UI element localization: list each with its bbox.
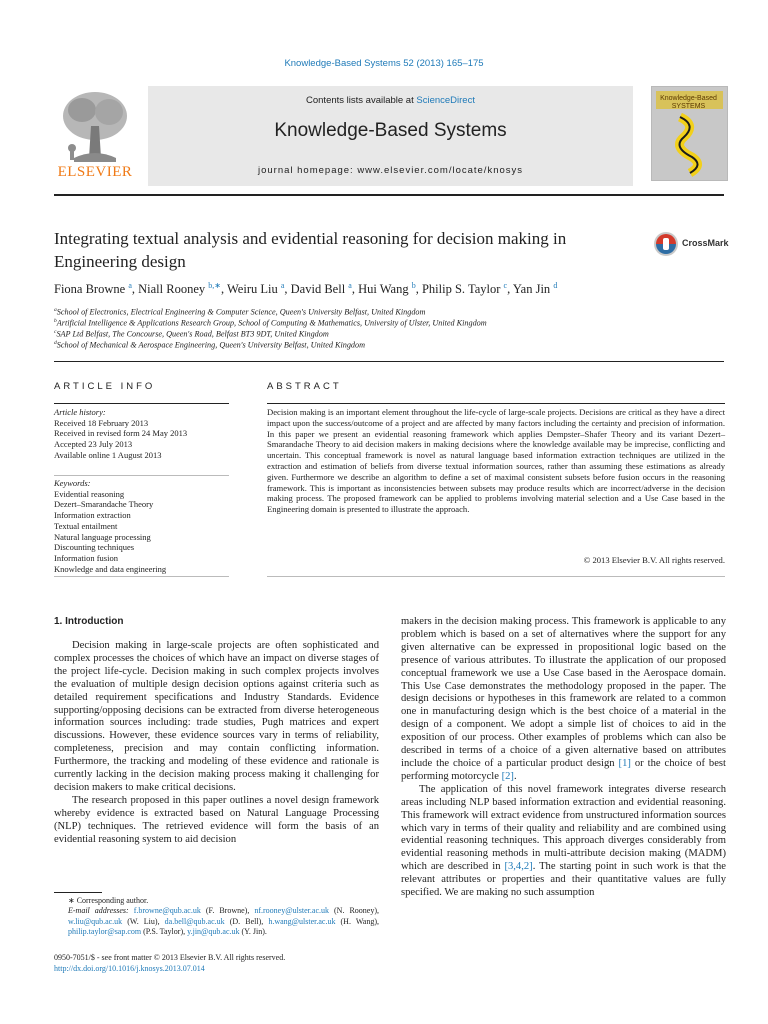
article-info-bottom-rule [54,576,229,577]
keywords-heading: Keywords: [54,478,91,488]
email-label: E-mail addresses: [68,906,129,916]
keywords-rule [54,475,229,476]
section-heading-introduction: 1. Introduction [54,616,124,627]
email-addresses [54,906,379,937]
author-affil-marker[interactable]: b [411,281,416,290]
journal-reference-link[interactable]: Knowledge-Based Systems 52 (2013) 165–175 [284,58,484,69]
affiliation-c [54,329,734,339]
author[interactable] [138,282,227,296]
elsevier-wordmark: ELSEVIER [57,164,133,180]
affiliation-marker: c [54,329,57,335]
citation-link[interactable]: [1] [618,757,631,769]
corresponding-author-note [54,896,379,906]
sciencedirect-link[interactable]: ScienceDirect [416,95,475,106]
front-matter-info [54,952,394,974]
doi-link[interactable]: http://dx.doi.org/10.1016/j.knosys.2013.07.014 [54,964,205,973]
email-link[interactable]: y.jin@qub.ac.uk [187,927,240,937]
body-column-left [54,640,379,847]
email-owner: (F. Browne), [200,906,255,916]
footnote-marker: ∗ [68,896,75,905]
affiliation-text: SAP Ltd Belfast, The Concourse, Queen's Road, Belfast BT3 9DT, United Kingdom [56,329,329,339]
history-item: Received 18 February 2013 [54,417,149,428]
abstract-bottom-rule [267,576,725,577]
affiliation-text: Artificial Intelligence & Applications Research Group, School of Computing & Mathematics, University of Ulster, United Kingdom [56,318,487,328]
email-owner: (Y. Jin). [239,927,267,937]
intro-paragraph [401,784,726,900]
citation-link[interactable]: [3,4,2] [504,861,533,873]
author[interactable] [513,282,557,296]
paragraph-text: . The starting point in such work is that the relevant attributes or properties and their quantitative values are fully specified. We are making no such assumption [401,861,726,899]
cover-title: Knowledge-Based SYSTEMS [660,95,717,110]
author-separator: , [507,282,513,297]
author-affil-marker[interactable]: a [348,281,352,290]
paragraph-text: . [513,770,517,782]
intro-paragraph [401,616,726,784]
article-history [54,407,234,461]
journal-homepage-link[interactable]: journal homepage: www.elsevier.com/locate/knosys [257,165,524,176]
email-link[interactable]: da.bell@qub.ac.uk [164,916,225,926]
keyword-item: Textual entailment [54,520,118,531]
affiliation-marker: b [54,318,57,324]
author-affil-marker[interactable]: d [553,281,558,290]
history-item: Available online 1 August 2013 [54,449,162,460]
author-list [54,281,734,297]
author-name[interactable]: Philip S. Taylor [421,282,501,297]
affiliation-d [54,340,734,350]
intro-paragraph: Decision making in large-scale projects are often sophisticated and complex processes the choices of which have an impact on diverse stages of the project life-cycle. Decision making in such complex projects involves the evaluation of multiple design decision options against criteria such as detailed requirement specifications and Industry Standards. Evidence supporting/opposing decisions can be extracted from diverse heterogeneous information sources including: trade studies, Pugh matrices and expert discussions. However, these evidence sources vary in terms of reliability, completeness, precision and may contain conflicting information. Furthermore, the tracking and modeling of these evidence and rationale is currently lacking in the decision making process making it challenging for decision makers to make critical decisions. [54,640,379,793]
email-owner: (D. Bell), [224,916,269,926]
author-name[interactable]: David Bell [290,282,346,297]
abstract-heading: ABSTRACT [267,381,342,392]
author-separator: , [415,282,422,297]
author-separator: , [220,282,227,297]
author-name[interactable]: Yan Jin [512,282,551,297]
author[interactable] [227,282,291,296]
author-name[interactable]: Niall Rooney [138,282,206,297]
author-name[interactable]: Weiru Liu [227,282,278,297]
body-column-right [401,616,726,900]
paragraph-text: The application of this novel framework integrates diverse research areas including NLP based information extraction and evidential reasoning. This framework will extract evidence from unstructured information sources which vary in terms of their quality and reliability and are combined using evidential reasoning techniques. This approach diverges considerably from evidential reasoning methods in multi-attribute decision making (MADM) which are described in [401,783,726,873]
header-rule [54,194,724,196]
email-owner: (P.S. Taylor), [141,927,188,937]
keyword-item: Dezert–Smarandache Theory [54,499,154,510]
keyword-item: Information extraction [54,510,131,521]
author-separator: , [131,282,139,297]
author[interactable] [291,282,358,296]
article-info-heading: ARTICLE INFO [54,381,156,392]
contents-line [148,95,633,106]
citation-link[interactable]: [2] [501,770,514,782]
keyword-item: Natural language processing [54,531,151,542]
keyword-item: Discounting techniques [54,542,135,553]
keywords [54,478,234,574]
journal-title: Knowledge-Based Systems [274,120,507,141]
footnote-text: Corresponding author. [76,896,149,905]
paper-title: Integrating textual analysis and evidential reasoning for decision making in Engineering design [54,229,567,271]
footnotes [54,896,379,938]
paragraph-text: or the choice of best performing motorcycle [401,757,726,782]
abstract-copyright: © 2013 Elsevier B.V. All rights reserved. [583,555,725,565]
history-item: Received in revised form 24 May 2013 [54,428,188,439]
history-item: Accepted 23 July 2013 [54,439,133,450]
affiliation-b [54,318,734,328]
article-info-rule [54,403,229,404]
keyword-item: Evidential reasoning [54,488,125,499]
email-link[interactable]: nf.rooney@ulster.ac.uk [254,906,330,916]
abstract-rule [267,403,725,404]
author[interactable] [358,282,422,296]
author-affil-marker[interactable]: a [280,281,285,290]
abstract-text: Decision making is an important element throughout the life-cycle of large-scale projects. Decisions are critical as they have a direct impact upon the success/outcome of a project and are affected by many factors including the certainty and precision of information. In this paper we present an evidential reasoning framework which applies Dempster–Shafer Theory and its variant Dezert–Smarandache Theory to aid decision makers in making decisions where the knowledge available may be imprecise, conflicting and uncertain. This conceptual framework is novel as natural language based information extraction techniques are utilized in the extraction and estimation of beliefs from diverse textual information sources, rather than assuming these estimations as already given. Furthermore we describe an algorithm to define a set of maximal consistent subsets before fusion occurs in the reasoning framework. This is important as inconsistencies between subsets may produce results which are incorrect/adverse in the decision making process. The proposed framework can be applied to problems involving material selection and a Use Case based in the Engineering domain is presented to illustrate the approach. [267,407,725,515]
email-owner: (H. Wang), [335,916,380,926]
author-affil-marker[interactable]: b,∗ [208,281,221,290]
affiliation-text: School of Electronics, Electrical Engineering & Computer Science, Queen's University Belfast, United Kingdom [56,307,426,317]
email-link[interactable]: h.wang@ulster.ac.uk [268,916,336,926]
crossmark-label[interactable]: CrossMark [682,238,729,248]
author-affil-marker[interactable]: c [503,281,508,290]
email-link[interactable]: f.browne@qub.ac.uk [133,906,201,916]
author[interactable] [54,282,138,296]
issn-line: 0950-7051/$ - see front matter © 2013 Elsevier B.V. All rights reserved. [54,953,286,962]
contents-prefix: Contents lists available at [306,95,417,106]
author-name[interactable]: Hui Wang [358,282,409,297]
affiliation-a [54,307,734,317]
intro-paragraph: The research proposed in this paper outlines a novel design framework whereby evidence is extracted based on Natural Language Processing (NLP) techniques. The retrieved evidence will form the basis of an evidential reasoning system to aid decision [54,794,379,845]
keyword-item: Information fusion [54,552,118,563]
affiliation-text: School of Mechanical & Aerospace Engineering, Queen's University Belfast, United Kingdom [56,340,366,350]
paragraph-text: makers in the decision making process. This framework is applicable to any problem which is based on a set of alternatives where the support for any given alternative can be expressed in propositional logic based on the presence of various attributes. To illustrate the application of our proposed conceptual framework we use a Use Case based in the Aerospace domain. This Use Case demonstrates the methodology proposed in the paper. The design decisions or hypotheses in this framework are related to a common one in manufacturing design which is the best choice of a material in the design of a component. We adopt a simple list of choices to aid in the exposition of our process. Other examples of problems which can also be described in terms of a choice of a given alternative based on attributes include the choice of a particular product design [401,616,726,769]
article-history-heading: Article history: [54,407,106,417]
author[interactable] [422,282,513,296]
email-link[interactable]: philip.taylor@sap.com [68,927,142,937]
section-rule [54,361,724,362]
author-name[interactable]: Fiona Browne [54,282,126,297]
footnote-rule [54,892,102,893]
author-affil-marker[interactable]: a [128,281,132,290]
affiliation-marker: d [54,340,57,346]
email-owner: (N. Rooney), [329,906,380,916]
email-link[interactable]: w.liu@qub.ac.uk [68,916,123,926]
affiliation-marker: a [54,307,57,313]
author-separator: , [351,282,359,297]
email-owner: (W. Liu), [122,916,165,926]
keyword-item: Knowledge and data engineering [54,563,167,574]
author-separator: , [284,282,291,297]
